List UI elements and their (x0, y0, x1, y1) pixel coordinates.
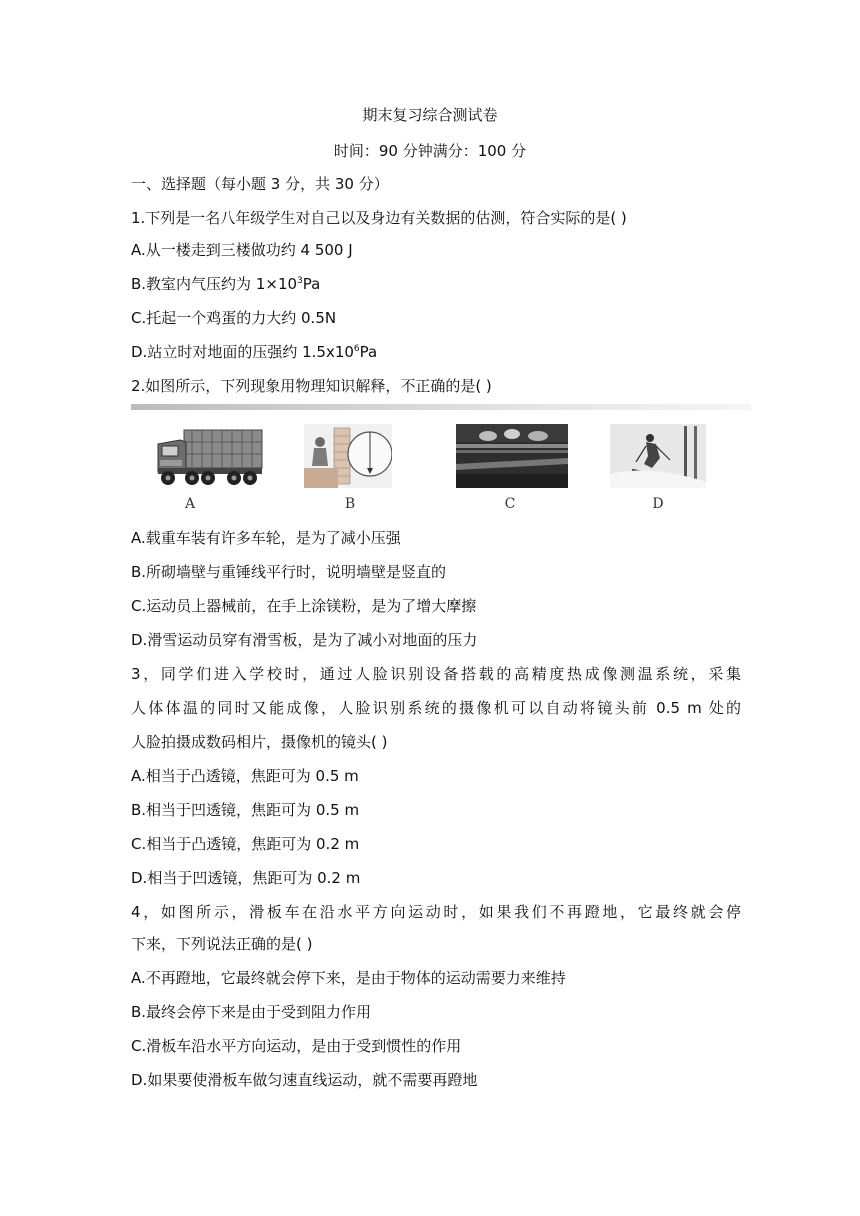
q1-stem: 1.下列是一名八年级学生对自己以及身边有关数据的估测，符合实际的是( ) (131, 209, 627, 227)
q1-option-b-unit: Pa (302, 275, 321, 293)
q2-option-d: D.滑雪运动员穿有滑雪板，是为了减小对地面的压力 (131, 631, 478, 649)
page-subtitle: 时间：90 分钟满分：100 分 (333, 142, 527, 160)
figure-label-c: C (504, 496, 516, 512)
skier-image (610, 424, 706, 488)
q1-option-d (131, 342, 741, 362)
section-heading: 一、选择题（每小题 3 分，共 30 分） (131, 175, 389, 193)
q4-option-c: C.滑板车沿水平方向运动，是由于受到惯性的作用 (131, 1037, 462, 1055)
figure-label-b: B (344, 496, 356, 512)
plumb-line-image (304, 424, 392, 488)
page-title: 期末复习综合测试卷 (362, 106, 498, 124)
q1-option-d-exponent: 6 (353, 344, 360, 354)
q3-option-c: C.相当于凸透镜，焦距可为 0.2 m (131, 835, 360, 853)
q3-option-b: B.相当于凹透镜，焦距可为 0.5 m (131, 801, 360, 819)
q1-option-a: A.从一楼走到三楼做功约 4 500 J (131, 241, 353, 259)
q2-option-c: C.运动员上器械前，在手上涂镁粉，是为了增大摩擦 (131, 597, 477, 615)
truck-image (154, 424, 266, 488)
q1-option-d-unit: Pa (359, 343, 378, 361)
figure-label-a: A (184, 496, 196, 512)
q4-option-d: D.如果要使滑板车做匀速直线运动，就不需要再蹬地 (131, 1071, 478, 1089)
q3-option-d: D.相当于凹透镜，焦距可为 0.2 m (131, 869, 361, 887)
q4-stem-line-1: 4，如图所示，滑板车在沿水平方向运动时，如果我们不再蹬地，它最终就会停 (131, 903, 741, 921)
scan-artifact (131, 404, 751, 410)
q4-stem-line-2: 下来，下列说法正确的是( ) (131, 935, 313, 953)
q3-option-a: A.相当于凸透镜，焦距可为 0.5 m (131, 767, 359, 785)
q2-figure-row (150, 424, 720, 514)
q1-option-b-text: B.教室内气压约为 1×10 (131, 275, 298, 293)
q1-option-d-text: D.站立时对地面的压强约 1.5x10 (131, 343, 354, 361)
q3-stem-line-3: 人脸拍摄成数码相片，摄像机的镜头( ) (131, 733, 388, 751)
q1-option-b (131, 274, 741, 294)
q4-option-a: A.不再蹬地，它最终就会停下来，是由于物体的运动需要力来维持 (131, 969, 566, 987)
gymnastics-image (456, 424, 568, 488)
q4-option-b: B.最终会停下来是由于受到阻力作用 (131, 1003, 372, 1021)
q2-option-a: A.载重车装有许多车轮，是为了减小压强 (131, 529, 401, 547)
q3-stem-line-1: 3，同学们进入学校时，通过人脸识别设备搭载的高精度热成像测温系统，采集 (131, 665, 741, 683)
q1-option-c: C.托起一个鸡蛋的力大约 0.5N (131, 309, 337, 327)
q2-stem: 2.如图所示，下列现象用物理知识解释，不正确的是( ) (131, 377, 492, 395)
q1-option-b-exponent: 3 (297, 276, 303, 286)
q2-option-b: B.所砌墙壁与重锤线平行时，说明墙壁是竖直的 (131, 563, 447, 581)
figure-label-d: D (652, 496, 664, 512)
q3-stem-line-2: 人体体温的同时又能成像，人脸识别系统的摄像机可以自动将镜头前 0.5 m 处的 (131, 699, 741, 717)
